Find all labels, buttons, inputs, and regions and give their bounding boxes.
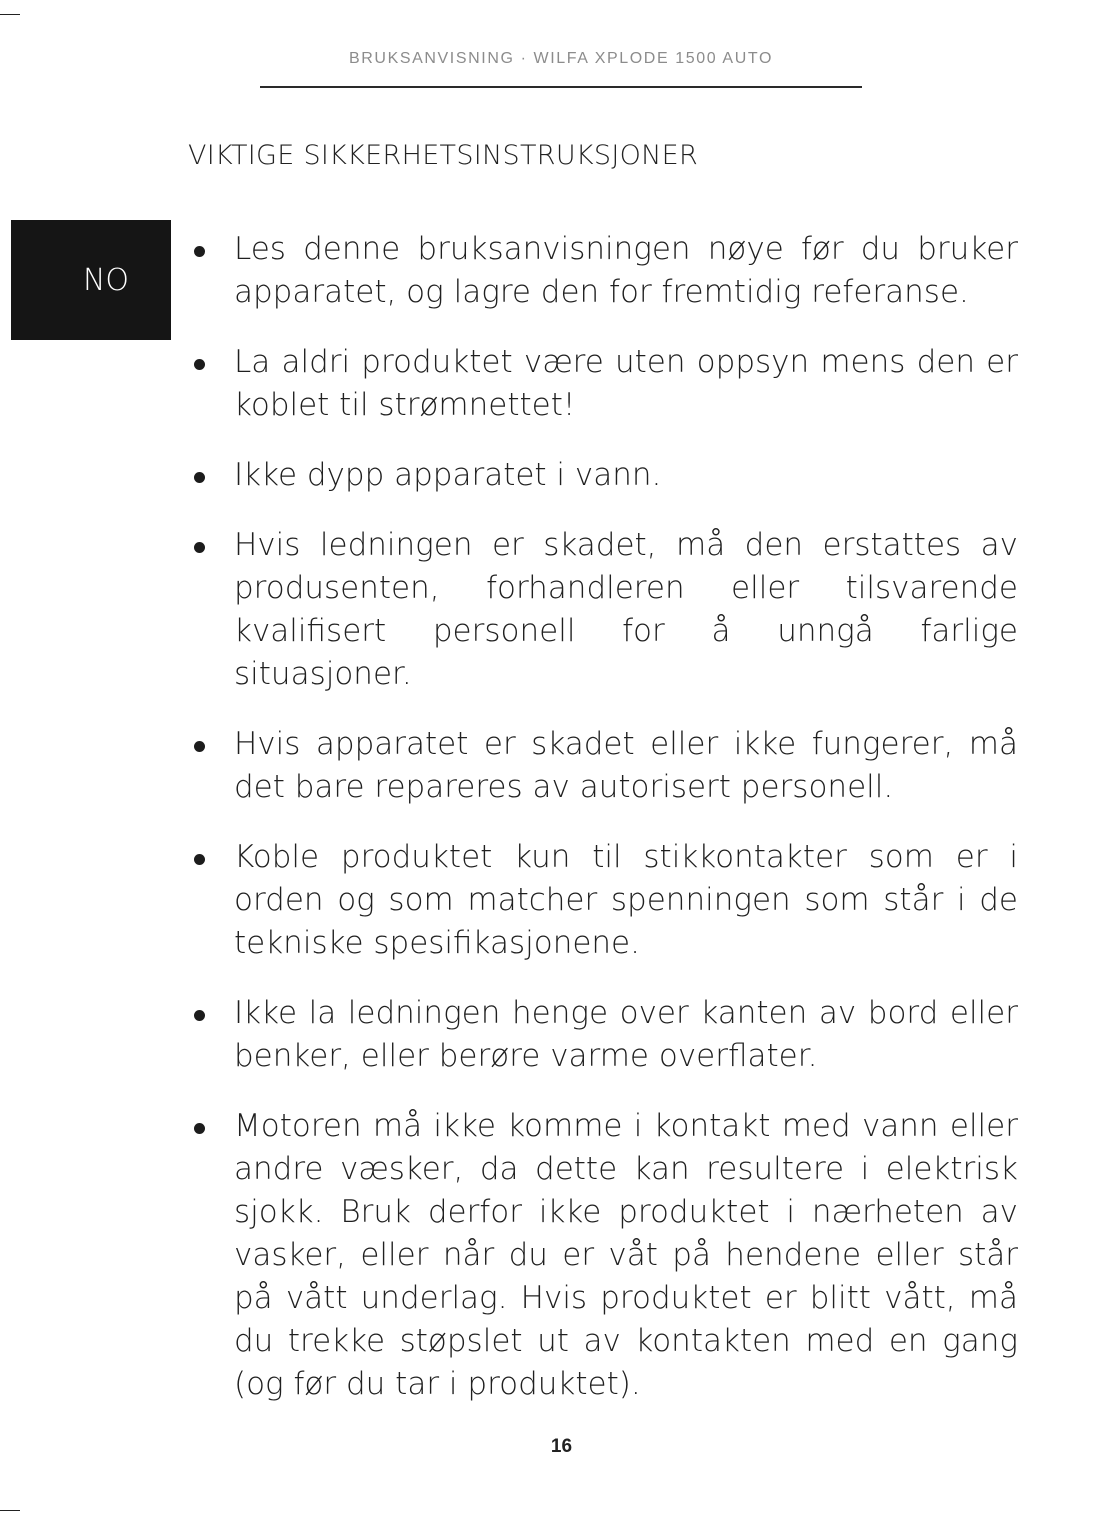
list-item [188,341,1018,427]
language-tab [11,220,171,340]
instruction-text: Hvis ledningen er skadet, må den erstattes av produsenten, forhandleren eller tilsvarende kvalifisert personell for å unngå farlige situasjoner. [234,527,1018,692]
crop-mark-bottom [0,1510,20,1511]
bullet-icon [194,741,205,752]
language-tab-label: NO [82,262,130,298]
bullet-icon [194,246,205,257]
list-item [188,1105,1018,1406]
page-number: 16 [550,1436,573,1457]
bullet-icon [194,854,205,865]
instruction-text: Koble produktet kun til stikkontakter som er i orden og som matcher spenningen som står i de tekniske spesifikasjonene. [234,839,1018,961]
section-title: VIKTIGE SIKKERHETSINSTRUKSJONER [188,140,699,171]
bullet-icon [194,1123,205,1134]
list-item [188,228,1018,314]
instruction-text: Ikke dypp apparatet i vann. [234,457,662,493]
instruction-text: Motoren må ikke komme i kontakt med vann eller andre væsker, da dette kan resultere i elektrisk sjokk. Bruk derfor ikke produktet i nærheten av vasker, eller når du er våt på hendene eller står på vått underlag. Hvis produktet er blitt vått, må du trekke støpslet ut av kontakten med en gang (og før du tar i produktet). [234,1108,1018,1402]
list-item [188,836,1018,965]
bullet-icon [194,542,205,553]
instruction-text: Hvis apparatet er skadet eller ikke fungerer, må det bare repareres av autorisert personell. [234,726,1018,805]
instruction-text: Les denne bruksanvisningen nøye før du bruker apparatet, og lagre den for fremtidig referanse. [234,231,1018,310]
instruction-text: La aldri produktet være uten oppsyn mens den er koblet til strømnettet! [234,344,1018,423]
running-header: BRUKSANVISNING · WILFA XPLODE 1500 AUTO [348,50,773,67]
bullet-icon [194,472,205,483]
list-item [188,524,1018,696]
crop-mark-top [0,14,20,15]
list-item [188,723,1018,809]
safety-instructions-list [188,228,1018,1433]
header-divider [260,86,862,88]
bullet-icon [194,359,205,370]
bullet-icon [194,1010,205,1021]
instruction-text: Ikke la ledningen henge over kanten av bord eller benker, eller berøre varme overflater. [234,995,1018,1074]
list-item [188,992,1018,1078]
list-item [188,454,1018,497]
